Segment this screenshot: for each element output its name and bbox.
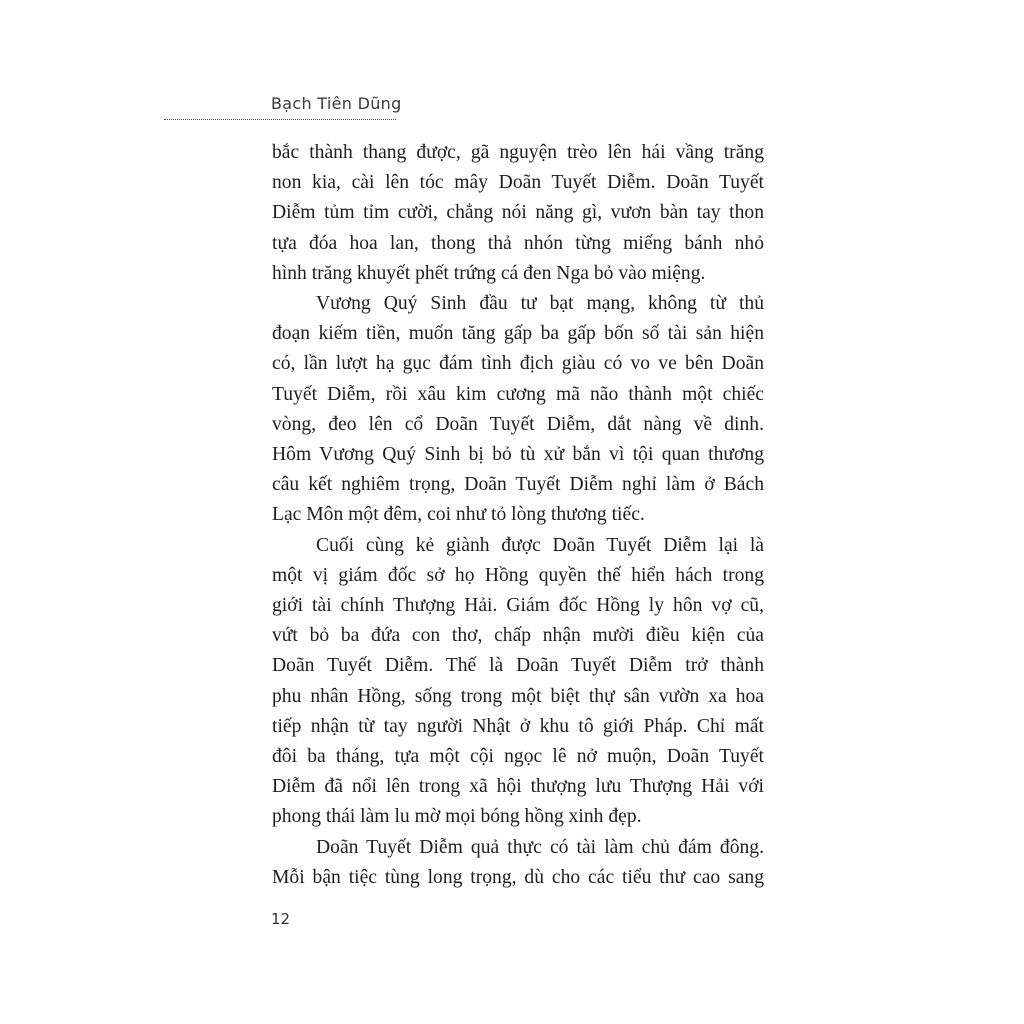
body-text — [272, 138, 764, 893]
text-line: Doãn Tuyết Diễm. Thế là Doãn Tuyết Diễm trở thành — [272, 655, 764, 677]
text-line: Mỗi bận tiệc tùng long trọng, dù cho các tiểu thư cao sang — [272, 866, 764, 888]
page-number: 12 — [271, 910, 291, 928]
text-line: phu nhân Hồng, sống trong một biệt thự sân vườn xa hoa — [272, 685, 764, 707]
text-line: bắc thành thang được, gã nguyện trèo lên hái vầng trăng — [272, 142, 764, 163]
text-line: đoạn kiếm tiền, muốn tăng gấp ba gấp bốn số tài sản hiện — [272, 323, 764, 345]
text-line: Lạc Môn một đêm, coi như tỏ lòng thương tiếc. — [272, 504, 645, 526]
paragraph — [272, 138, 764, 289]
text-line: hình trăng khuyết phết trứng cá đen Nga bỏ vào miệng. — [272, 262, 706, 284]
text-line: Diễm tủm tỉm cười, chẳng nói năng gì, vươn bàn tay thon — [272, 202, 764, 224]
paragraph — [272, 531, 764, 833]
running-header-author: Bạch Tiên Dũng — [271, 94, 402, 113]
header-dotted-rule — [164, 119, 396, 120]
text-line: câu kết nghiêm trọng, Doãn Tuyết Diễm nghỉ làm ở Bách — [272, 474, 764, 496]
text-line: Cuối cùng kẻ giành được Doãn Tuyết Diễm lại là — [316, 534, 764, 556]
text-line: Tuyết Diễm, rồi xâu kim cương mã não thành một chiếc — [272, 383, 764, 405]
text-line: non kia, cài lên tóc mây Doãn Tuyết Diễm. Doãn Tuyết — [272, 172, 764, 194]
text-line: đôi ba tháng, tựa một cội ngọc lê nở muộn, Doãn Tuyết — [272, 746, 764, 768]
text-line: một vị giám đốc sở họ Hồng quyền thế hiển hách trong — [272, 564, 764, 586]
paragraph — [272, 289, 764, 531]
text-line: tiếp nhận từ tay người Nhật ở khu tô giới Pháp. Chỉ mất — [272, 715, 764, 737]
text-line: Hôm Vương Quý Sinh bị bỏ tù xử bắn vì tội quan thương — [272, 444, 764, 466]
text-line: vòng, đeo lên cổ Doãn Tuyết Diễm, dắt nàng về dinh. — [272, 413, 764, 435]
text-line: có, lần lượt hạ gục đám tình địch giàu có vo ve bên Doãn — [272, 353, 764, 375]
text-line: giới tài chính Thượng Hải. Giám đốc Hồng ly hôn vợ cũ, — [272, 595, 764, 617]
paragraph — [272, 833, 764, 893]
text-line: Diễm đã nổi lên trong xã hội thượng lưu Thượng Hải với — [272, 776, 764, 798]
text-line: phong thái làm lu mờ mọi bóng hồng xinh đẹp. — [272, 806, 642, 828]
text-line: Vương Quý Sinh đầu tư bạt mạng, không từ thủ — [316, 293, 764, 315]
text-line: Doãn Tuyết Diễm quả thực có tài làm chủ đám đông. — [316, 836, 764, 858]
text-line: tựa đóa hoa lan, thong thả nhón từng miếng bánh nhỏ — [272, 232, 764, 254]
text-line: vứt bỏ ba đứa con thơ, chấp nhận mười điều kiện của — [272, 625, 764, 647]
